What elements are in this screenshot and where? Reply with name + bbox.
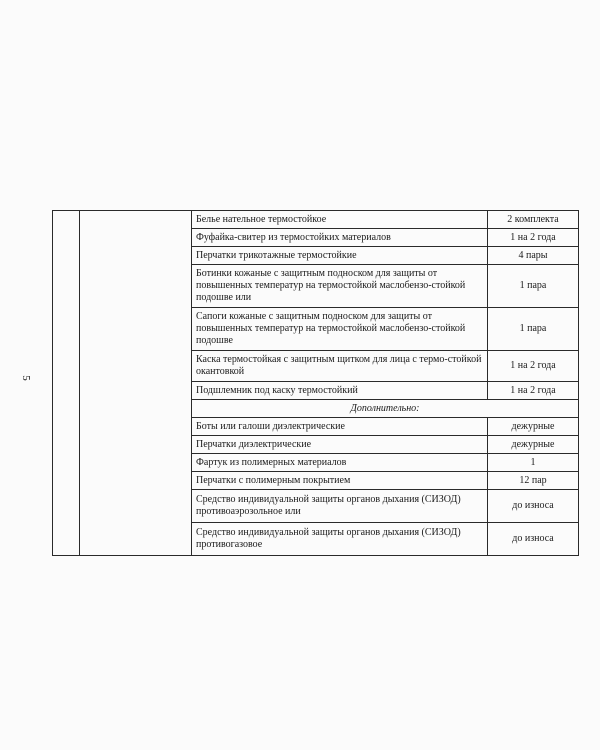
item-name: Белье нательное термостойкое bbox=[192, 211, 488, 229]
item-name: Перчатки диэлектрические bbox=[192, 436, 488, 454]
item-norm: 1 пара bbox=[488, 265, 579, 308]
item-norm: 1 bbox=[488, 454, 579, 472]
profession-cell bbox=[80, 211, 192, 556]
table-row bbox=[53, 211, 579, 229]
item-norm: 1 на 2 года bbox=[488, 351, 579, 382]
item-norm: дежурные bbox=[488, 436, 579, 454]
ppe-table-body bbox=[53, 211, 579, 556]
ppe-norms-table bbox=[52, 210, 579, 556]
item-name: Подшлемник под каску термостойкий bbox=[192, 382, 488, 400]
item-norm: до износа bbox=[488, 523, 579, 556]
item-name: Средство индивидуальной защиты органов дыхания (СИЗОД) противоаэрозольное или bbox=[192, 490, 488, 523]
item-norm: до износа bbox=[488, 490, 579, 523]
item-name: Средство индивидуальной защиты органов дыхания (СИЗОД) противогазовое bbox=[192, 523, 488, 556]
item-name: Ботинки кожаные с защитным подноском для защиты от повышенных температур на термостойкой маслобензо-стойкой подошве или bbox=[192, 265, 488, 308]
row-number-cell bbox=[53, 211, 80, 556]
page-number: 5 bbox=[20, 375, 32, 381]
item-name: Фуфайка-свитер из термостойких материалов bbox=[192, 229, 488, 247]
item-name: Каска термостойкая с защитным щитком для лица с термо-стойкой окантовкой bbox=[192, 351, 488, 382]
item-norm: дежурные bbox=[488, 418, 579, 436]
item-norm: 1 на 2 года bbox=[488, 229, 579, 247]
item-norm: 2 комплекта bbox=[488, 211, 579, 229]
section-header: Дополнительно: bbox=[192, 400, 579, 418]
item-name: Фартук из полимерных материалов bbox=[192, 454, 488, 472]
item-name: Сапоги кожаные с защитным подноском для защиты от повышенных температур на термостойкой маслобензо-стойкой подошве bbox=[192, 308, 488, 351]
item-norm: 1 на 2 года bbox=[488, 382, 579, 400]
item-norm: 4 пары bbox=[488, 247, 579, 265]
item-name: Боты или галоши диэлектрические bbox=[192, 418, 488, 436]
item-norm: 1 пара bbox=[488, 308, 579, 351]
item-norm: 12 пар bbox=[488, 472, 579, 490]
item-name: Перчатки с полимерным покрытием bbox=[192, 472, 488, 490]
item-name: Перчатки трикотажные термостойкие bbox=[192, 247, 488, 265]
